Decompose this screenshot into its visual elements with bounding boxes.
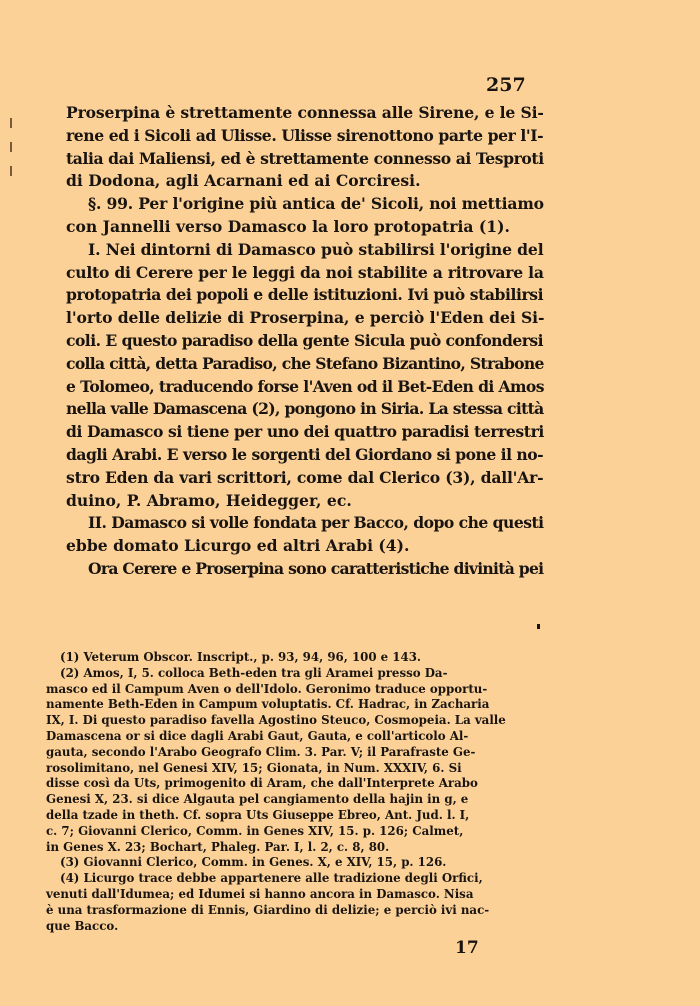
text-line: l'orto delle delizie di Proserpina, e perciò l'Eden dei Si-	[66, 308, 545, 328]
text-line: di Dodona, agli Acarnani ed ai Corciresi.	[66, 171, 421, 191]
text-line: duino, P. Abramo, Heidegger, ec.	[66, 490, 352, 510]
footnote-line: Damascena or si dice dagli Arabi Gaut, Gauta, e coll'articolo Al-	[46, 728, 469, 743]
stray-mark	[537, 624, 540, 629]
text-line: coli. E questo paradiso della gente Sicula può confondersi	[66, 330, 543, 350]
margin-mark	[10, 142, 12, 152]
margin-mark	[10, 166, 12, 176]
text-line: Ora Cerere e Proserpina sono caratteristiche divinità pei	[88, 558, 544, 578]
text-line: dagli Arabi. E verso le sorgenti del Giordano si pone il no-	[66, 444, 544, 464]
text-line: stro Eden da vari scrittori, come dal Clerico (3), dall'Ar-	[66, 467, 544, 487]
footnote-line: (2) Amos, I, 5. colloca Beth-eden tra gli Aramei presso Da-	[60, 665, 448, 680]
text-line: rene ed i Sicoli ad Ulisse. Ulisse sirenottono parte per l'I-	[66, 125, 544, 145]
footnote-line: que Bacco.	[46, 918, 119, 933]
footnote-line: della tzade in theth. Cf. sopra Uts Giuseppe Ebreo, Ant. Jud. l. I,	[46, 807, 470, 822]
text-line: e Tolomeo, traducendo forse l'Aven od il Bet-Eden di Amos	[66, 376, 544, 396]
footnote-line: in Genes X. 23; Bochart, Phaleg. Par. I, l. 2, c. 8, 80.	[46, 839, 390, 854]
text-line: con Jannelli verso Damasco la loro protopatria (1).	[66, 216, 510, 236]
page-number: 257	[486, 74, 526, 96]
footnote-line: (1) Veterum Obscor. Inscript., p. 93, 94, 96, 100 e 143.	[60, 650, 422, 664]
text-line: Proserpina è strettamente connessa alle Sirene, e le Si-	[66, 103, 544, 122]
text-line: colla città, detta Paradiso, che Stefano Bizantino, Strabone	[66, 353, 544, 373]
signature-mark: 17	[455, 938, 479, 958]
text-line: ebbe domato Licurgo ed altri Arabi (4).	[66, 536, 410, 556]
footnote-line: (4) Licurgo trace debbe appartenere alle tradizione degli Orfici,	[60, 871, 483, 886]
main-text	[66, 102, 544, 581]
footnote-line: c. 7; Giovanni Clerico, Comm. in Genes XIV, 15. p. 126; Calmet,	[46, 823, 464, 838]
footnote-line: rosolimitano, nel Genesi XIV, 15; Gionata, in Num. XXXIV, 6. Si	[46, 760, 462, 775]
footnote-line: IX, I. Di questo paradiso favella Agostino Steuco, Cosmopeia. La valle	[46, 713, 506, 728]
text-line: §. 99. Per l'origine più antica de' Sicoli, noi mettiamo	[88, 194, 544, 214]
text-line: I. Nei dintorni di Damasco può stabilirsi l'origine del	[88, 239, 544, 259]
text-line: nella valle Damascena (2), pongono in Siria. La stessa città	[66, 399, 544, 419]
text-line: culto di Cerere per le leggi da noi stabilite a ritrovare la	[66, 262, 544, 282]
footnote-line: Genesi X, 23. si dice Algauta pel cangiamento della hajin in g, e	[46, 792, 469, 807]
footnotes	[46, 650, 548, 934]
footnote-line: gauta, secondo l'Arabo Geografo Clim. 3. Par. V; il Parafraste Ge-	[46, 744, 476, 759]
text-line: protopatria dei popoli e delle istituzioni. Ivi può stabilirsi	[66, 285, 544, 305]
footnote-line: namente Beth-Eden in Campum voluptatis. Cf. Hadrac, in Zacharia	[46, 697, 490, 712]
text-line: di Damasco si tiene per uno dei quattro paradisi terrestri	[66, 422, 544, 442]
footnote-line: è una trasformazione di Ennis, Giardino di delizie; e perciò ivi nac-	[46, 902, 490, 917]
footnote-line: disse così da Uts, primogenito di Aram, che dall'Interprete Arabo	[46, 776, 478, 791]
margin-mark	[10, 118, 12, 128]
footnote-line: masco ed il Campum Aven o dell'Idolo. Geronimo traduce opportu-	[46, 681, 488, 696]
footnote-line: venuti dall'Idumea; ed Idumei si hanno ancora in Damasco. Nisa	[46, 886, 474, 901]
text-line: II. Damasco si volle fondata per Bacco, dopo che questi	[88, 513, 544, 533]
footnote-line: (3) Giovanni Clerico, Comm. in Genes. X, e XIV, 15, p. 126.	[60, 855, 447, 870]
text-line: talia dai Maliensi, ed è strettamente connesso ai Tesproti	[66, 148, 544, 168]
